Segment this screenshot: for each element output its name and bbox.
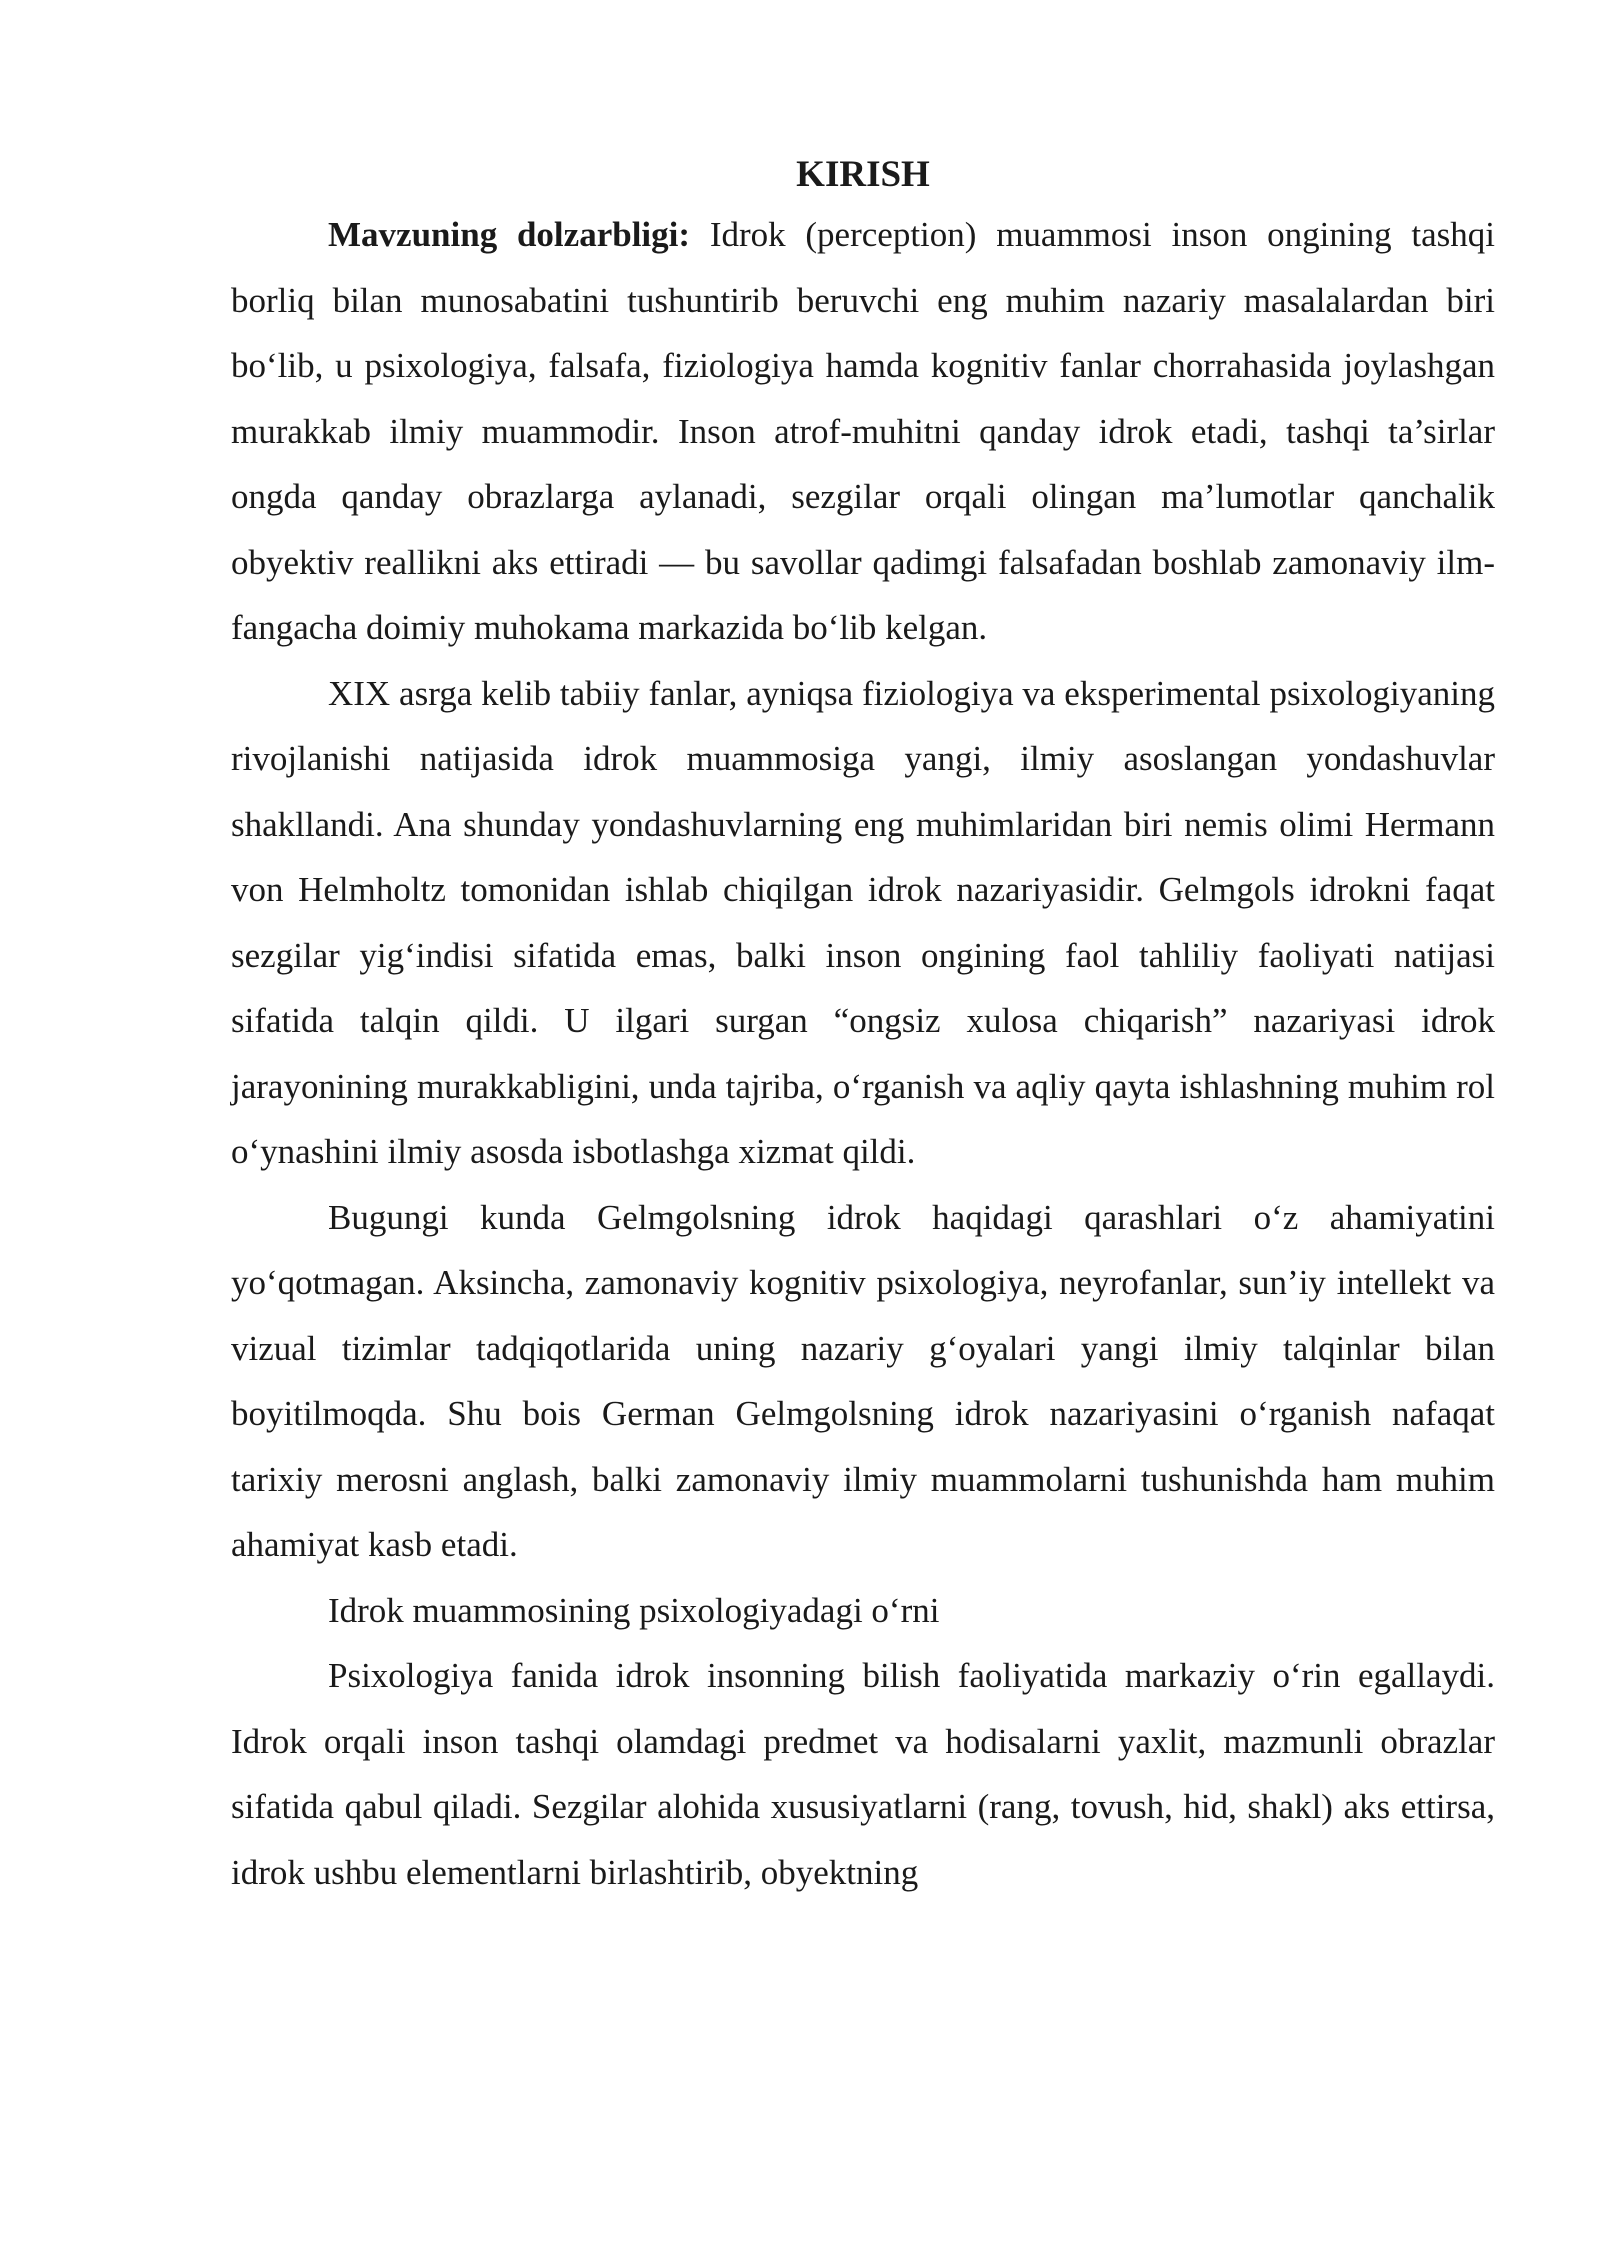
paragraph-text: XIX asrga kelib tabiiy fanlar, ayniqsa fiziologiya va eksperimental psixologiyaning rivojlanishi natijasida idrok muammosiga yangi, ilmiy asoslangan yondashuvlar shakllandi. Ana shunday yondashuvlarning eng muhimlaridan biri nemis olimi Hermann von Helmholtz tomonidan ishlab chiqilgan idrok nazariyasidir. Gelmgols idrokni faqat sezgilar yig‘indisi sifatida emas, balki inson ongining faol tahliliy faoliyati natijasi sifatida talqin qildi. U ilgari surgan “ongsiz xulosa chiqarish” nazariyasi idrok jarayonining murakkabligini, unda tajriba, o‘rganish va aqliy qayta ishlashning muhim rol o‘ynashini ilmiy asosda isbotlashga xizmat qildi. [231,673,1495,1171]
paragraph-text: Psixologiya fanida idrok insonning bilish faoliyatida markaziy o‘rin egallaydi. Idrok orqali inson tashqi olamdagi predmet va hodisalarni yaxlit, mazmunli obrazlar sifatida qabul qiladi. Sezgilar alohida xususiyatlarni (rang, tovush, hid, shakl) aks ettirsa, idrok ushbu elementlarni birlashtirib, obyektning [231,1656,1495,1892]
paragraph-helmholtz [231,661,1495,1185]
page-body [231,148,1495,1905]
section-subtitle [231,1578,1495,1644]
page-heading: KIRISH [796,154,930,195]
paragraph-relevance [231,202,1495,661]
paragraph-lead: Mavzuning dolzarbligi: [328,215,691,254]
paragraph-text: Bugungi kunda Gelmgolsning idrok haqidagi qarashlari o‘z ahamiyatini yo‘qotmagan. Aksincha, zamonaviy kognitiv psixologiya, neyrofanlar, sun’iy intellekt va vizual tizimlar tadqiqotlarida uning nazariy g‘oyalari yangi ilmiy talqinlar bilan boyitilmoqda. Shu bois German Gelmgolsning idrok nazariyasini o‘rganish nafaqat tarixiy merosni anglash, balki zamonaviy ilmiy muammolarni tushunishda ham muhim ahamiyat kasb etadi. [231,1197,1495,1564]
paragraph-perception-role [231,1643,1495,1905]
subtitle-text: Idrok muammosining psixologiyadagi o‘rni [328,1590,940,1630]
paragraph-modern-significance [231,1185,1495,1578]
paragraph-text: Idrok (perception) muammosi inson ongining tashqi borliq bilan munosabatini tushuntirib beruvchi eng muhim nazariy masalalardan biri bo‘lib, u psixologiya, falsafa, fiziologiya hamda kognitiv fanlar chorrahasida joylashgan murakkab ilmiy muammodir. Inson atrof-muhitni qanday idrok etadi, tashqi ta’sirlar ongda qanday obrazlarga aylanadi, sezgilar orqali olingan ma’lumotlar qanchalik obyektiv reallikni aks ettiradi — bu savollar qadimgi falsafadan boshlab zamonaviy ilm-fangacha doimiy muhokama markazida bo‘lib kelgan. [231,215,1495,647]
